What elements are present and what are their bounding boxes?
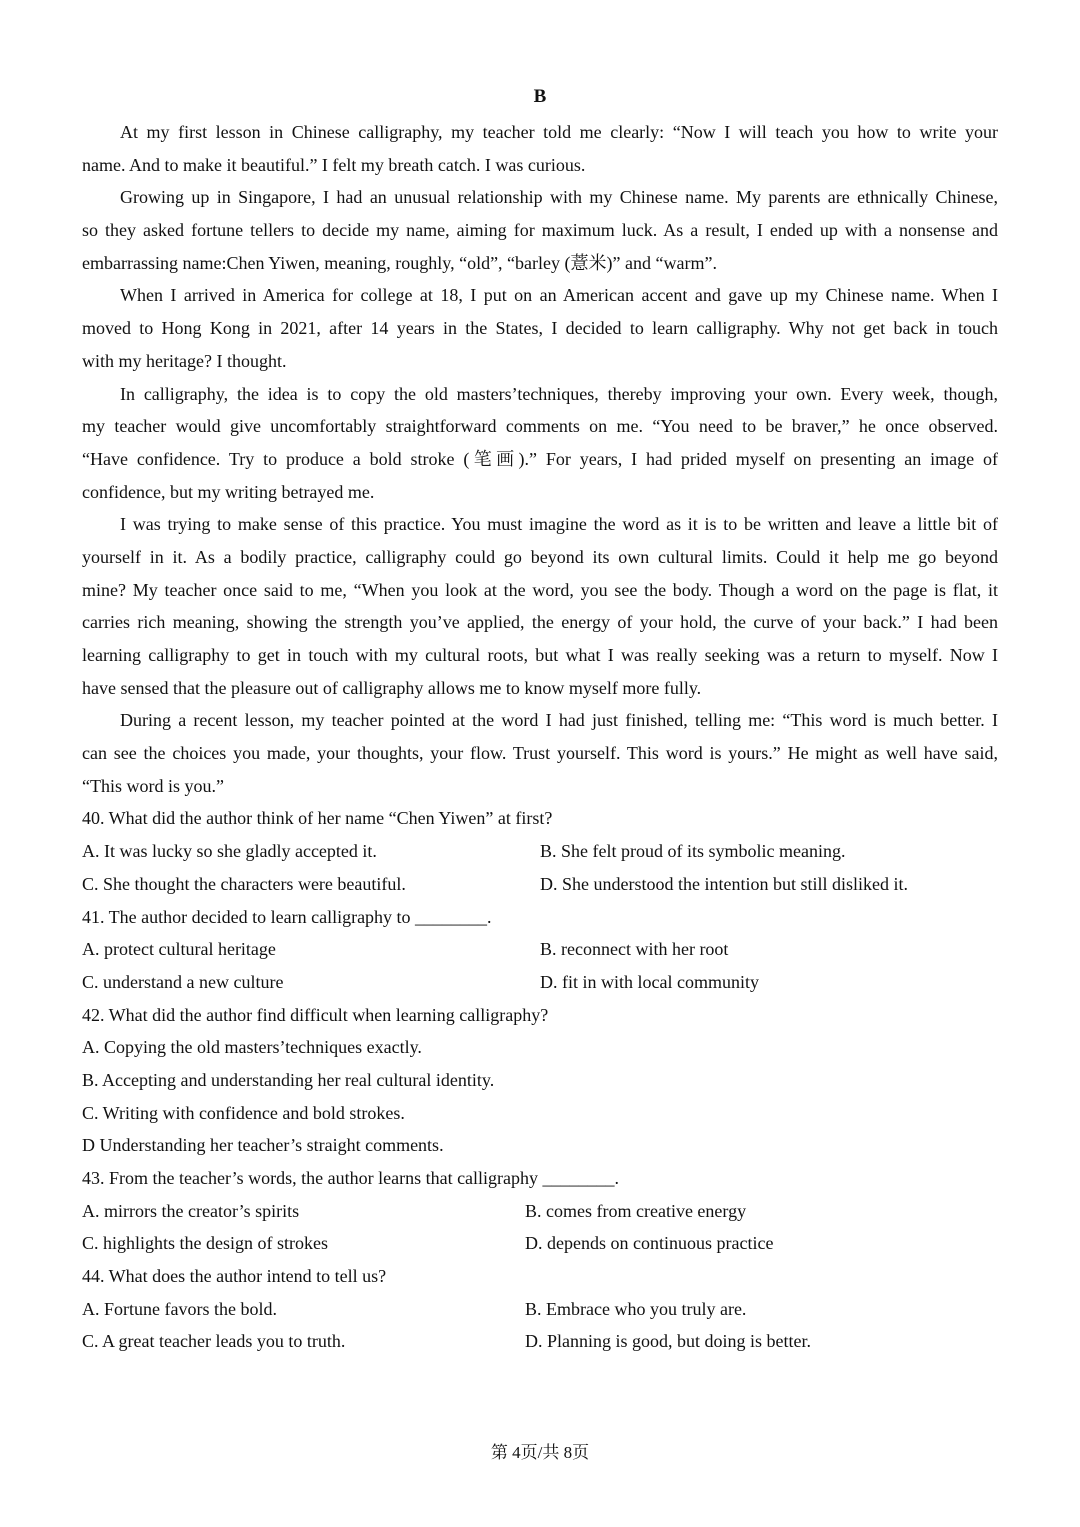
answer-option: B. reconnect with her root — [540, 939, 729, 960]
answer-option: B. She felt proud of its symbolic meaning. — [540, 841, 846, 862]
option-row — [82, 1195, 998, 1228]
paragraph-line: have sensed that the pleasure out of calligraphy allows me to know myself more fully. — [82, 677, 702, 698]
paragraph-line: I was trying to make sense of this practice. You must imagine the word as it is to be written and leave a little bit of — [120, 514, 998, 535]
answer-option: B. Accepting and understanding her real cultural identity. — [82, 1069, 495, 1090]
answer-option: C. A great teacher leads you to truth. — [82, 1331, 346, 1352]
paragraph-line: embarrassing name:Chen Yiwen, meaning, roughly, “old”, “barley (薏米)” and “warm”. — [82, 252, 717, 273]
answer-option: C. highlights the design of strokes — [82, 1233, 328, 1254]
paragraph-line: During a recent lesson, my teacher pointed at the word I had just finished, telling me: “This word is much better. I — [120, 710, 998, 731]
option-row — [82, 966, 998, 999]
answer-option: D. depends on continuous practice — [525, 1233, 774, 1254]
answer-option: A. Copying the old masters’techniques exactly. — [82, 1037, 422, 1058]
paragraph-line: confidence, but my writing betrayed me. — [82, 481, 375, 502]
paragraph-line: yourself in it. As a bodily practice, calligraphy could go beyond its own cultural limits. Could it help me go beyond — [82, 546, 998, 567]
option-row — [82, 835, 998, 868]
question-stem: 41. The author decided to learn calligraphy to ________. — [82, 906, 492, 927]
paragraph-line: When I arrived in America for college at 18, I put on an American accent and gave up my Chinese name. When I — [120, 285, 998, 306]
paragraph-line: so they asked fortune tellers to decide my name, aiming for maximum luck. As a result, I ended up with a nonsense and — [82, 220, 998, 241]
answer-option: B. comes from creative energy — [525, 1200, 747, 1221]
option-row — [82, 1227, 998, 1260]
answer-option: A. It was lucky so she gladly accepted it. — [82, 841, 377, 862]
paragraph-line: mine? My teacher once said to me, “When you look at the word, you see the body. Though a word on the page is flat, it — [82, 579, 998, 600]
answer-option: C. She thought the characters were beautiful. — [82, 873, 406, 894]
page-number: 第 4页/共 8页 — [490, 1443, 590, 1462]
option-row — [82, 868, 998, 901]
paragraph-line: moved to Hong Kong in 2021, after 14 years in the States, I decided to learn calligraphy. Why not get back in touch — [82, 318, 998, 339]
paragraph-line: “Have confidence. Try to produce a bold stroke (笔画).” For years, I had prided myself on presenting an image of — [82, 448, 998, 469]
option-row — [82, 1031, 998, 1064]
option-row — [82, 1064, 998, 1097]
section-title: B — [533, 86, 547, 107]
paragraph-line: my teacher would give uncomfortably straightforward comments on me. “You need to be braver,” he once observed. — [82, 416, 998, 437]
answer-option: A. mirrors the creator’s spirits — [82, 1200, 300, 1221]
paragraph-line: learning calligraphy to get in touch with my cultural roots, but what I was really seeking was a return to myself. Now I — [82, 645, 998, 665]
question-stem: 42. What did the author find difficult when learning calligraphy? — [82, 1004, 549, 1025]
paragraph-line: carries rich meaning, showing the strength you’ve applied, the energy of your hold, the curve of your back.” I had been — [82, 612, 998, 633]
answer-option: D. Planning is good, but doing is better. — [525, 1331, 811, 1352]
option-row — [82, 1293, 998, 1326]
paragraph-line: name. And to make it beautiful.” I felt my breath catch. I was curious. — [82, 154, 586, 175]
paragraph-line: can see the choices you made, your thoughts, your flow. Trust yourself. This word is yours.” He might as well have said, — [82, 743, 998, 764]
answer-option: D Understanding her teacher’s straight comments. — [82, 1135, 444, 1156]
paragraph-line: In calligraphy, the idea is to copy the old masters’techniques, thereby improving your own. Every week, though, — [120, 383, 998, 404]
option-row — [82, 1097, 998, 1130]
option-row — [82, 1129, 998, 1162]
paragraph-line: with my heritage? I thought. — [82, 350, 287, 371]
paragraph-line: “This word is you.” — [82, 775, 224, 796]
answer-option: C. Writing with confidence and bold strokes. — [82, 1102, 405, 1123]
option-row — [82, 933, 998, 966]
answer-option: D. fit in with local community — [540, 971, 759, 992]
answer-option: B. Embrace who you truly are. — [525, 1298, 747, 1319]
option-row — [82, 1325, 998, 1358]
paragraph-line: Growing up in Singapore, I had an unusual relationship with my Chinese name. My parents are ethnically Chinese, — [120, 187, 998, 208]
question-stem: 43. From the teacher’s words, the author learns that calligraphy ________. — [82, 1168, 620, 1188]
document-body — [82, 116, 998, 1358]
answer-option: A. Fortune favors the bold. — [82, 1298, 277, 1319]
paragraph-line: At my first lesson in Chinese calligraphy, my teacher told me clearly: “Now I will teach you how to write your — [120, 122, 998, 142]
question-stem: 44. What does the author intend to tell us? — [82, 1266, 387, 1287]
answer-option: A. protect cultural heritage — [82, 939, 276, 960]
answer-option: C. understand a new culture — [82, 971, 284, 992]
question-stem: 40. What did the author think of her name “Chen Yiwen” at first? — [82, 808, 553, 829]
answer-option: D. She understood the intention but still disliked it. — [540, 873, 908, 894]
